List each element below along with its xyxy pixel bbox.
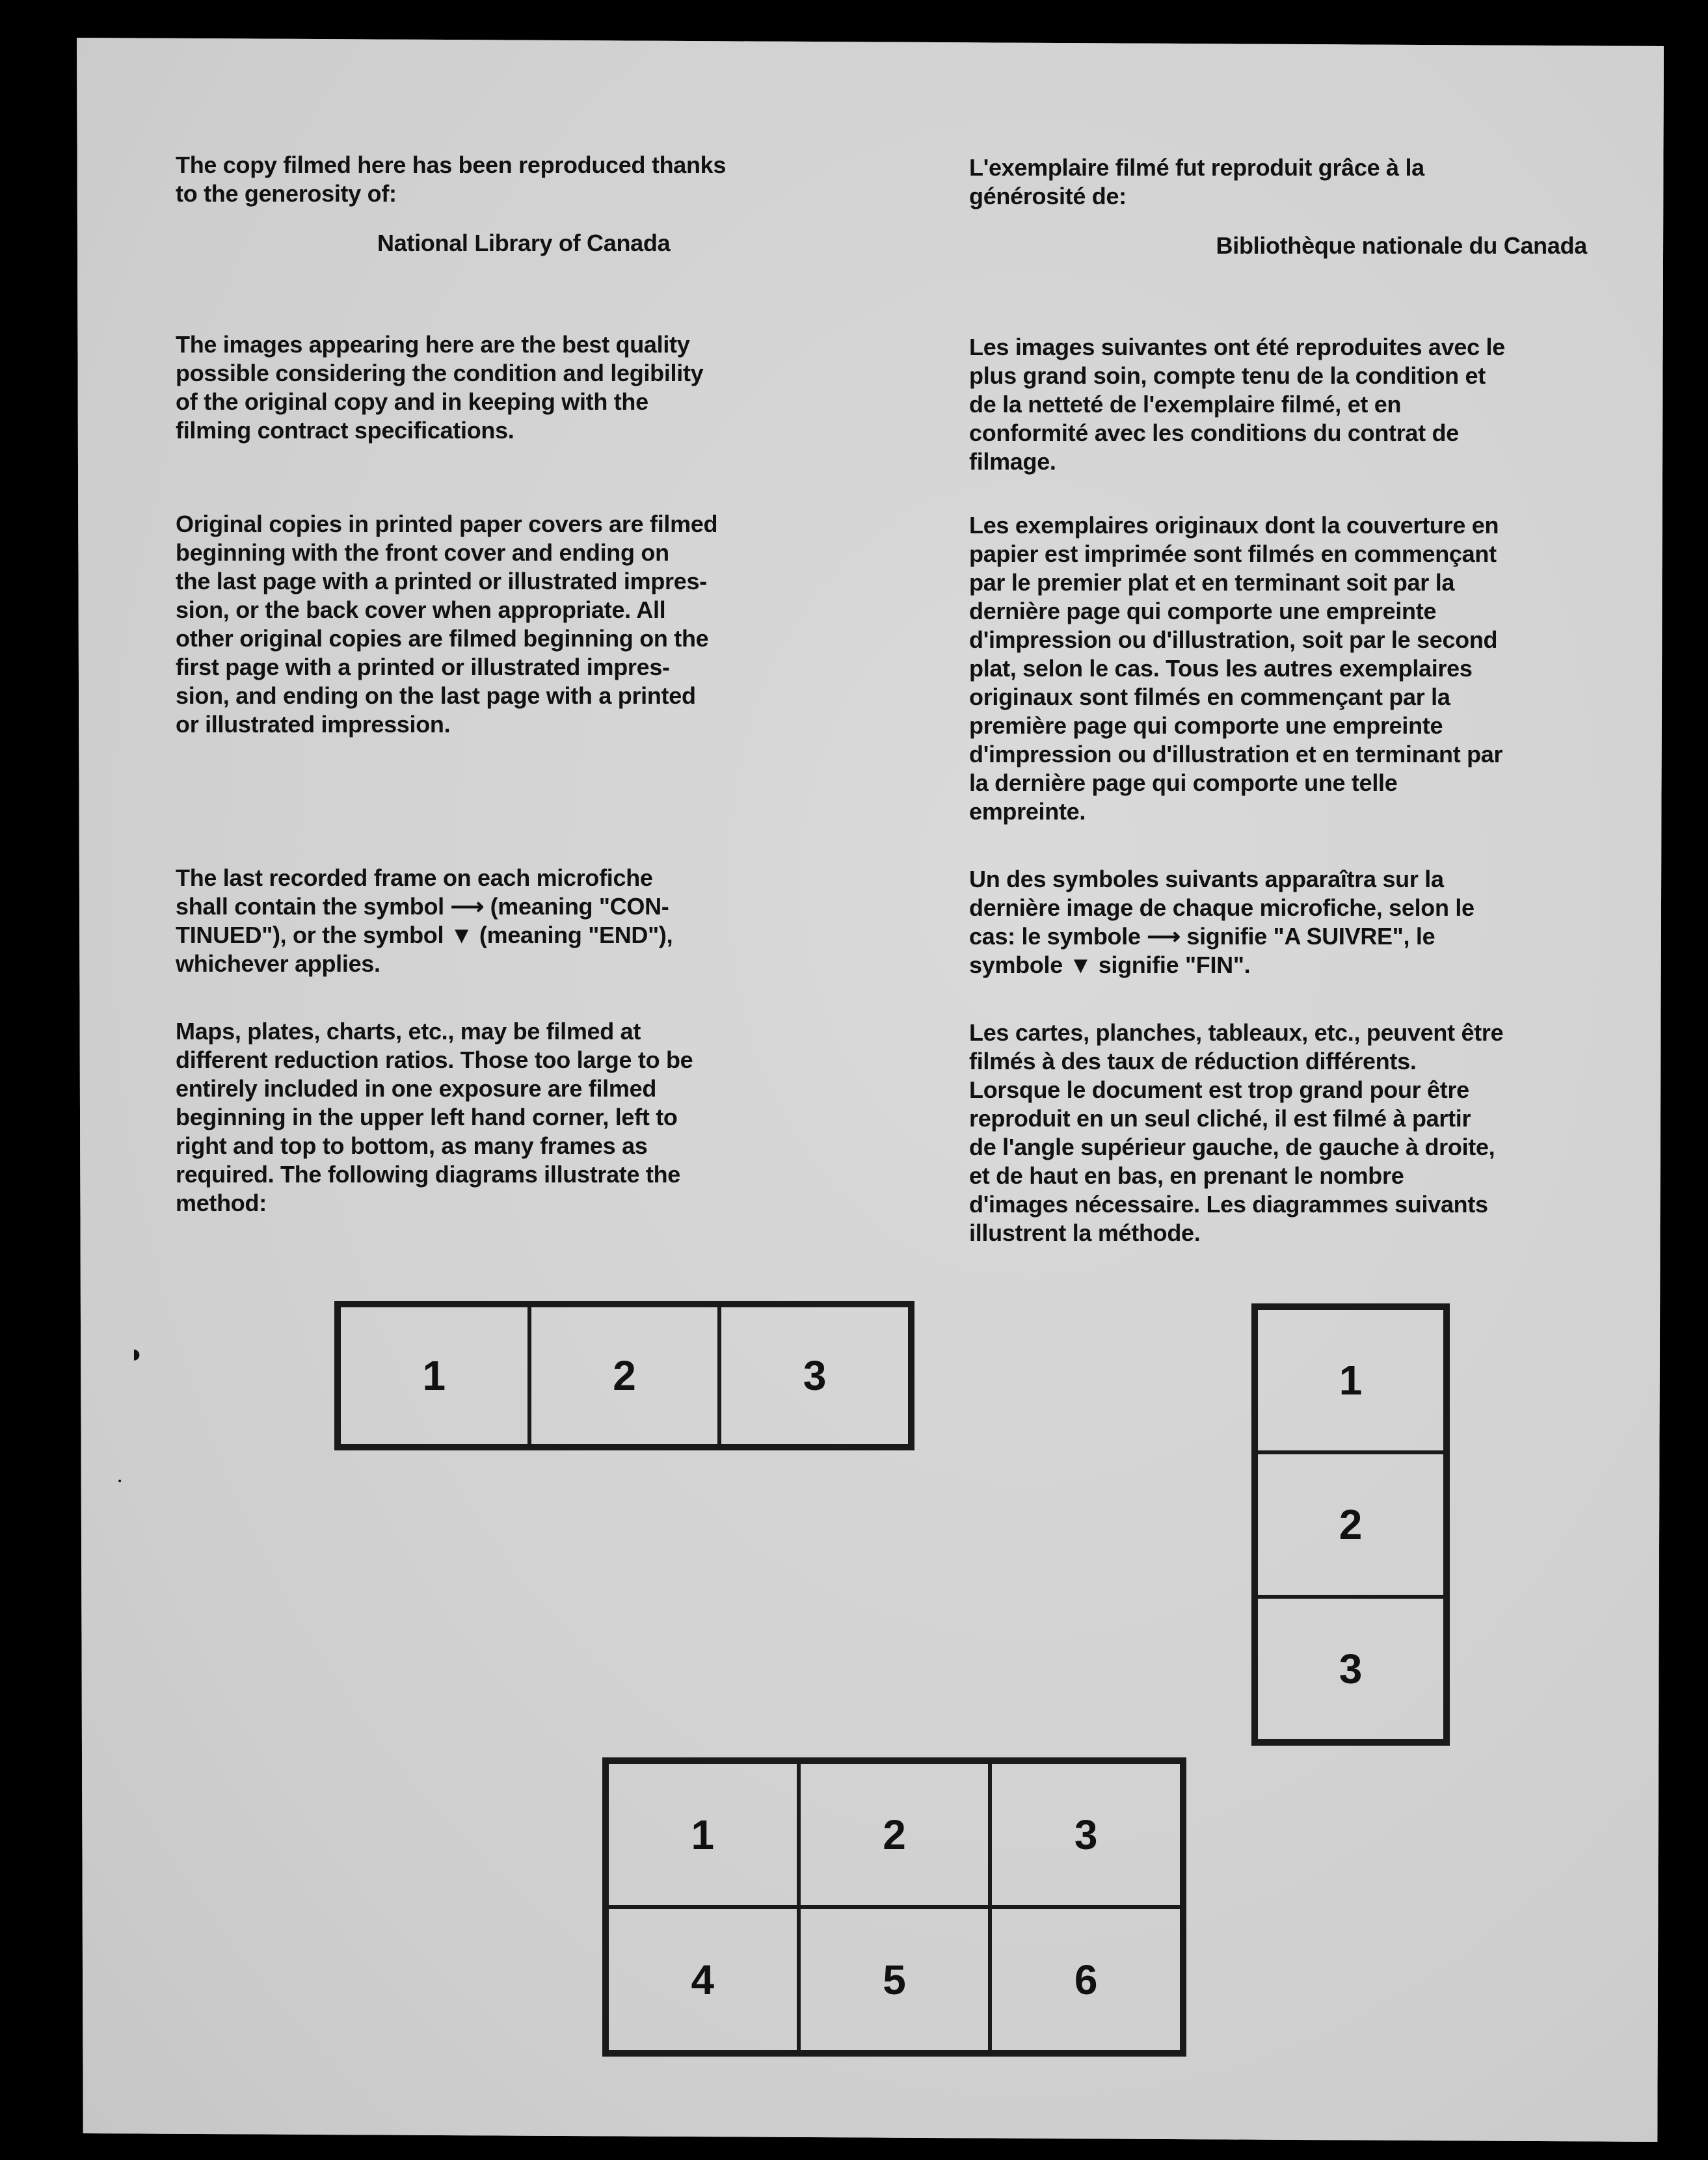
fr-symbols-paragraph: Un des symboles suivants apparaîtra sur la dernière image de chaque microfiche, selon le cas: le symbole ⟶ signifie "A SUIVRE", le symbole ▼ signifie "FIN".	[969, 866, 1474, 978]
fr-maps-paragraph: Les cartes, planches, tableaux, etc., peuvent être filmés à des taux de réduction différents. Lorsque le document est trop grand pour être reproduit en un seul cliché, il est filmé à partir de l'angle supérieur gauche, de gauche à droite, et de haut en bas, en prenant le nombre d'images nécessaire. Les diagrammes suivants illustrent la méthode.	[969, 1019, 1504, 1246]
paper-speck: ◗	[133, 1346, 140, 1363]
diagram-vertical	[1251, 1303, 1450, 1746]
diagram-horizontal	[334, 1301, 914, 1450]
en-maps-paragraph: Maps, plates, charts, etc., may be filmed at different reduction ratios. Those too large to be entirely included in one exposure are filmed beginning in the upper left hand corner, left to right and top to bottom, as many frames as required. The following diagrams illustrate the method:	[176, 1018, 693, 1216]
fr-quality-paragraph: Les images suivantes ont été reproduites avec le plus grand soin, compte tenu de la condition et de la netteté de l'exemplaire filmé, et en conformité avec les conditions du contrat de filmage.	[969, 334, 1505, 475]
diagram-frame: 1	[1256, 1308, 1445, 1452]
paper-speck: •	[117, 1476, 123, 1487]
diagram-frame: 3	[1256, 1597, 1445, 1741]
en-covers-paragraph: Original copies in printed paper covers are filmed beginning with the front cover and ending on the last page with a printed or illustrated impres- sion, or the back cover when appropriate. All other original copies are filmed beginning on the first page with a printed or illustrated impres- sion, and ending on the last page with a printed or illustrated impression.	[176, 511, 718, 738]
diagram-frame: 3	[990, 1762, 1182, 1907]
diagram-frame: 2	[1256, 1452, 1445, 1597]
en-symbols-paragraph: The last recorded frame on each microfiche shall contain the symbol ⟶ (meaning "CON- TINUED"), or the symbol ▼ (meaning "END"), whichever applies.	[176, 864, 673, 977]
diagram-grid	[602, 1757, 1186, 2057]
diagram-frame: 1	[607, 1762, 799, 1907]
en-library-name: National Library of Canada	[377, 230, 671, 256]
diagram-frame: 4	[607, 1907, 799, 2052]
fr-covers-paragraph: Les exemplaires originaux dont la couverture en papier est imprimée sont filmés en commençant par le premier plat et en terminant soit par la dernière page qui comporte une empreinte d'impression ou d'illustration, soit par le second plat, selon le cas. Tous les autres exemplaires originaux sont filmés en commençant par la première page qui comporte une empreinte d'impression ou d'illustration et en terminant par la dernière page qui comporte une telle empreinte.	[969, 512, 1503, 825]
diagram-frame: 1	[339, 1305, 529, 1446]
diagram-frame: 5	[799, 1907, 991, 2052]
diagram-frame: 6	[990, 1907, 1182, 2052]
diagram-frame: 2	[529, 1305, 720, 1446]
fr-library-name: Bibliothèque nationale du Canada	[1216, 232, 1587, 259]
diagram-frame: 2	[799, 1762, 991, 1907]
diagram-frame: 3	[719, 1305, 910, 1446]
en-quality-paragraph: The images appearing here are the best quality possible considering the condition and legibility of the original copy and in keeping with the filming contract specifications.	[176, 331, 704, 444]
en-acknowledgement: The copy filmed here has been reproduced thanks to the generosity of:	[176, 152, 727, 207]
fr-acknowledgement: L'exemplaire filmé fut reproduit grâce à la générosité de:	[969, 154, 1424, 209]
